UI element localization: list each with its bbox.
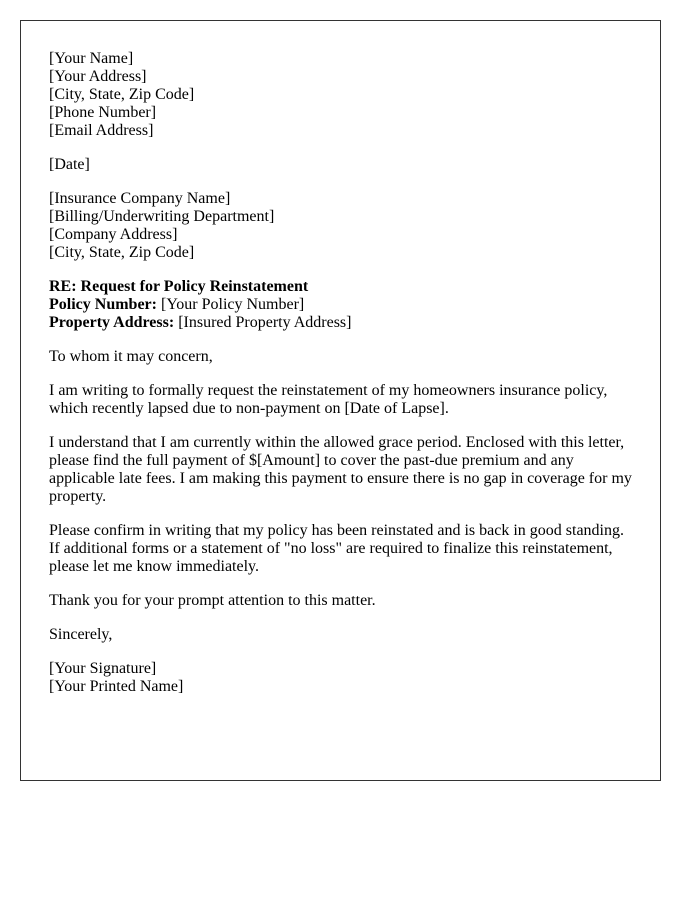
letter-page (20, 20, 661, 781)
body-paragraph: Please confirm in writing that my policy has been reinstated and is back in good standing. If additional forms or a statement of "no loss" are required to finalize this reinstatement, please let me know immediately. (49, 522, 624, 575)
sender-address: [Your Address] (49, 68, 147, 85)
body-paragraph: Thank you for your prompt attention to this matter. (49, 592, 376, 609)
sender-name: [Your Name] (49, 50, 134, 67)
body-paragraph: I am writing to formally request the reinstatement of my homeowners insurance policy, which recently lapsed due to non-payment on [Date of Lapse]. (49, 382, 608, 417)
re-subject: RE: Request for Policy Reinstatement (49, 278, 309, 295)
policy-number-value: [Your Policy Number] (156, 296, 305, 313)
recipient-department: [Billing/Underwriting Department] (49, 208, 275, 225)
re-block (49, 278, 632, 332)
policy-number-label: Policy Number: (49, 296, 157, 313)
letter-date: [Date] (49, 156, 90, 173)
signature-block (49, 660, 632, 696)
sender-email: [Email Address] (49, 122, 154, 139)
recipient-block (49, 190, 632, 262)
recipient-city: [City, State, Zip Code] (49, 244, 195, 261)
salutation: To whom it may concern, (49, 348, 213, 365)
property-address-label: Property Address: (49, 314, 175, 331)
printed-name: [Your Printed Name] (49, 678, 184, 695)
recipient-address: [Company Address] (49, 226, 178, 243)
recipient-company: [Insurance Company Name] (49, 190, 231, 207)
sender-phone: [Phone Number] (49, 104, 157, 121)
policy-number-line (49, 296, 632, 314)
sender-block (49, 50, 632, 140)
sender-city: [City, State, Zip Code] (49, 86, 195, 103)
closing: Sincerely, (49, 626, 113, 643)
body-paragraph: I understand that I am currently within the allowed grace period. Enclosed with this letter, please find the full payment of $[Amount] to cover the past-due premium and any applicable late fees. I am making this payment to ensure there is no gap in coverage for my property. (49, 434, 632, 505)
property-address-line (49, 314, 632, 332)
signature: [Your Signature] (49, 660, 157, 677)
property-address-value: [Insured Property Address] (174, 314, 352, 331)
